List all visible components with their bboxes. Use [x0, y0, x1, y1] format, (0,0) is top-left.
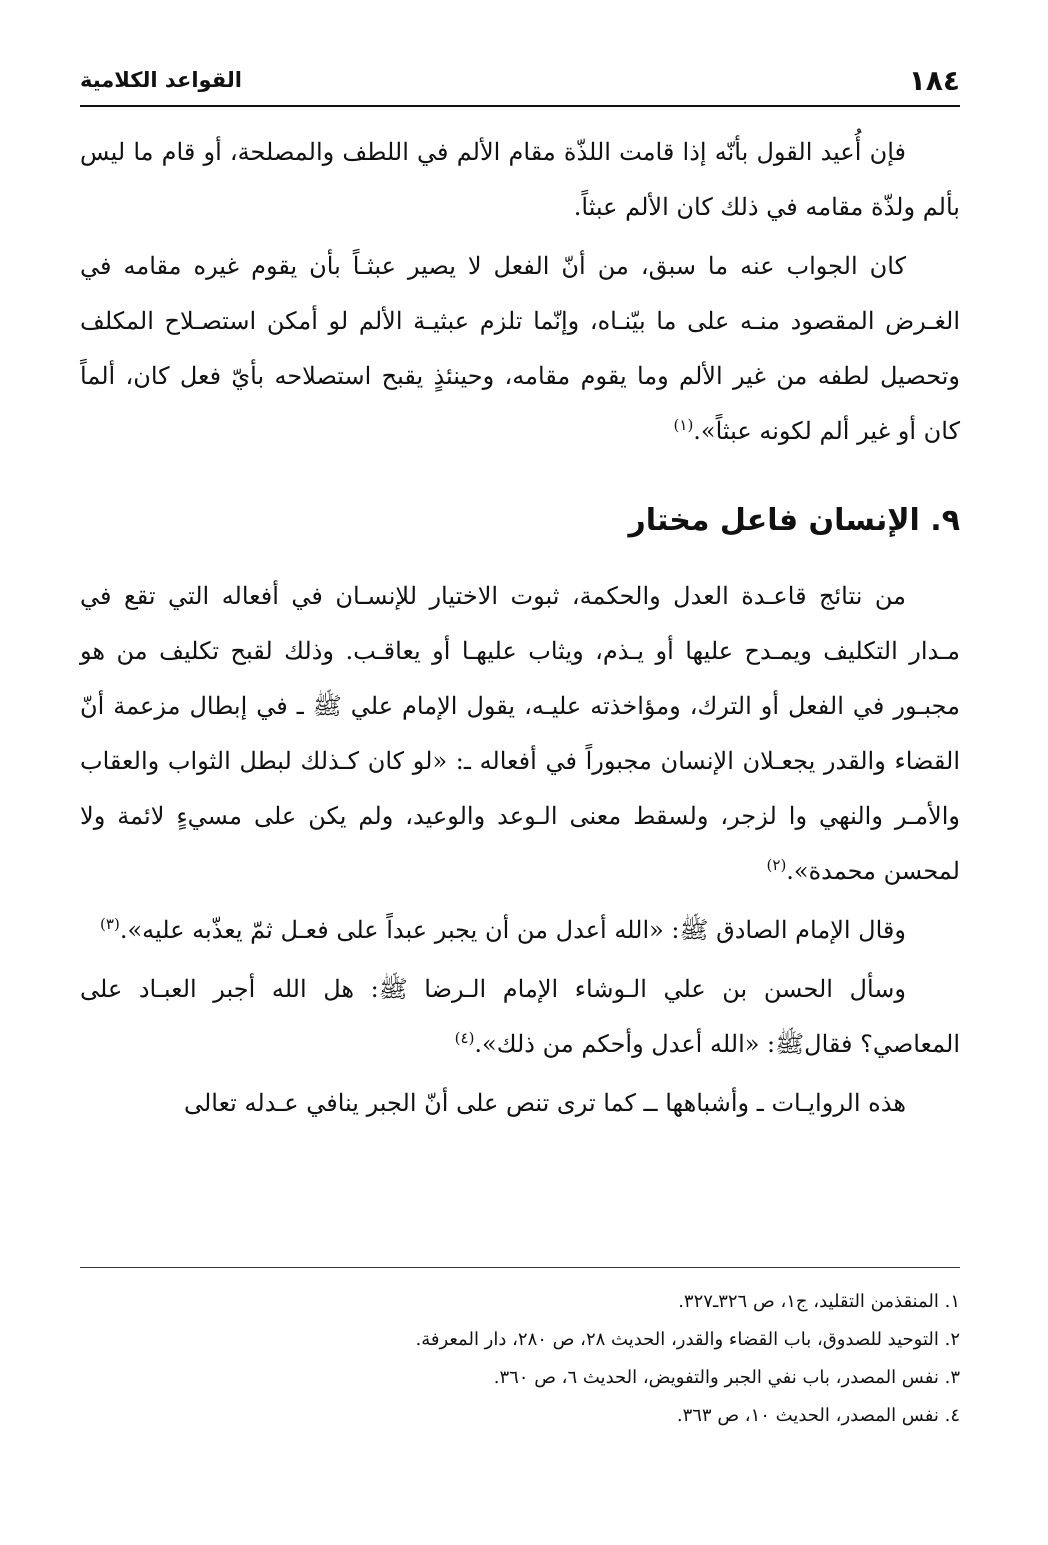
paragraph-text: فإن أُعيد القول بأنّه إذا قامت اللذّة مقام الألم في اللطف والمصلحة، أو قام ما ليس بألم ولذّة مقامه في ذلك كان الألم عبثاً.	[80, 138, 960, 221]
paragraph-text: هذه الروايـات ـ وأشباهها ــ كما ترى تنص على أنّ الجبر ينافي عـدله تعالى	[183, 1089, 906, 1117]
footnote: ٤. نفس المصدر، الحديث ١٠، ص ٣٦٣.	[676, 1405, 960, 1426]
footnote-ref: (٤)	[454, 1029, 475, 1047]
footnote: ٢. التوحيد للصدوق، باب القضاء والقدر، الحديث ٢٨، ص ٢٨٠، دار المعرفة.	[415, 1329, 960, 1350]
footnote: ١. المنقذمن التقليد، ج١، ص ٣٢٦ـ٣٢٧.	[678, 1291, 960, 1312]
page-number: ١٨٤	[908, 63, 960, 97]
paragraph	[80, 239, 960, 459]
paragraph	[80, 1076, 960, 1131]
book-title: القواعد الكلامية	[80, 68, 242, 92]
running-header	[80, 55, 960, 107]
paragraph	[80, 125, 960, 235]
body-text	[80, 125, 960, 1131]
paragraph-text: وقال الإمام الصادق ﷺ: «الله أعدل من أن يجبر عبداً على فعـل ثمّ يعذّبه عليه».	[119, 916, 906, 944]
paragraph-text: من نتائج قاعـدة العدل والحكمة، ثبوت الاختيار للإنسـان في أفعاله التي تقع في مـدار التكليف ويمـدح عليها أو يـذم، ويثاب عليهـا أو يعاقـب. وذلك لقبح تكليف من هو مجبـور في الفعل أو الترك، ومؤاخذته عليـه، يقول الإمام علي ﷺ ـ في إبطال مزعمة أنّ القضاء والقدر يجعـلان الإنسان مجبوراً في أفعاله ـ: «لو كان كـذلك لبطل الثواب والعقاب والأمـر والنهي وا لزجر، ولسقط معنى الـوعد والوعيد، ولم يكن على مسيءٍ لائمة ولا لمحسن محمدة».	[80, 582, 961, 885]
paragraph-text: كان الجواب عنه ما سبق، من أنّ الفعل لا يصير عبثـاً بأن يقوم غيره مقامه في الغـرض المقصود منـه على ما بيّنـاه، وإنّما تلزم عبثيـة الألم لو أمكن استصـلاح المكلف وتحصيل لطفه من غير الألم وما يقوم مقامه، وحينئذٍ يقبح استصلاحه بأيّ فعل كان، ألماً كان أو غير ألم لكونه عبثاً».	[80, 252, 960, 445]
footnote: ٣. نفس المصدر، باب نفي الجبر والتفويض، الحديث ٦، ص ٣٦٠.	[493, 1367, 960, 1388]
footnote-ref: (٢)	[766, 856, 787, 874]
book-page	[80, 55, 960, 1495]
paragraph	[80, 903, 960, 958]
footnote-ref: (١)	[673, 416, 694, 434]
paragraph	[80, 569, 960, 899]
footnote-ref: (٣)	[100, 915, 120, 933]
paragraph-text: وسأل الحسن بن علي الـوشاء الإمام الـرضا ﷺ: هل الله أجبر العبـاد على المعاصي؟ فقالﷺ: «الله أعدل وأحكم من ذلك».	[80, 975, 960, 1058]
footnote-divider	[80, 1267, 960, 1268]
footnotes	[80, 1283, 960, 1435]
section-heading: ٩. الإنسان فاعل مختار	[628, 503, 960, 538]
paragraph	[80, 962, 960, 1072]
